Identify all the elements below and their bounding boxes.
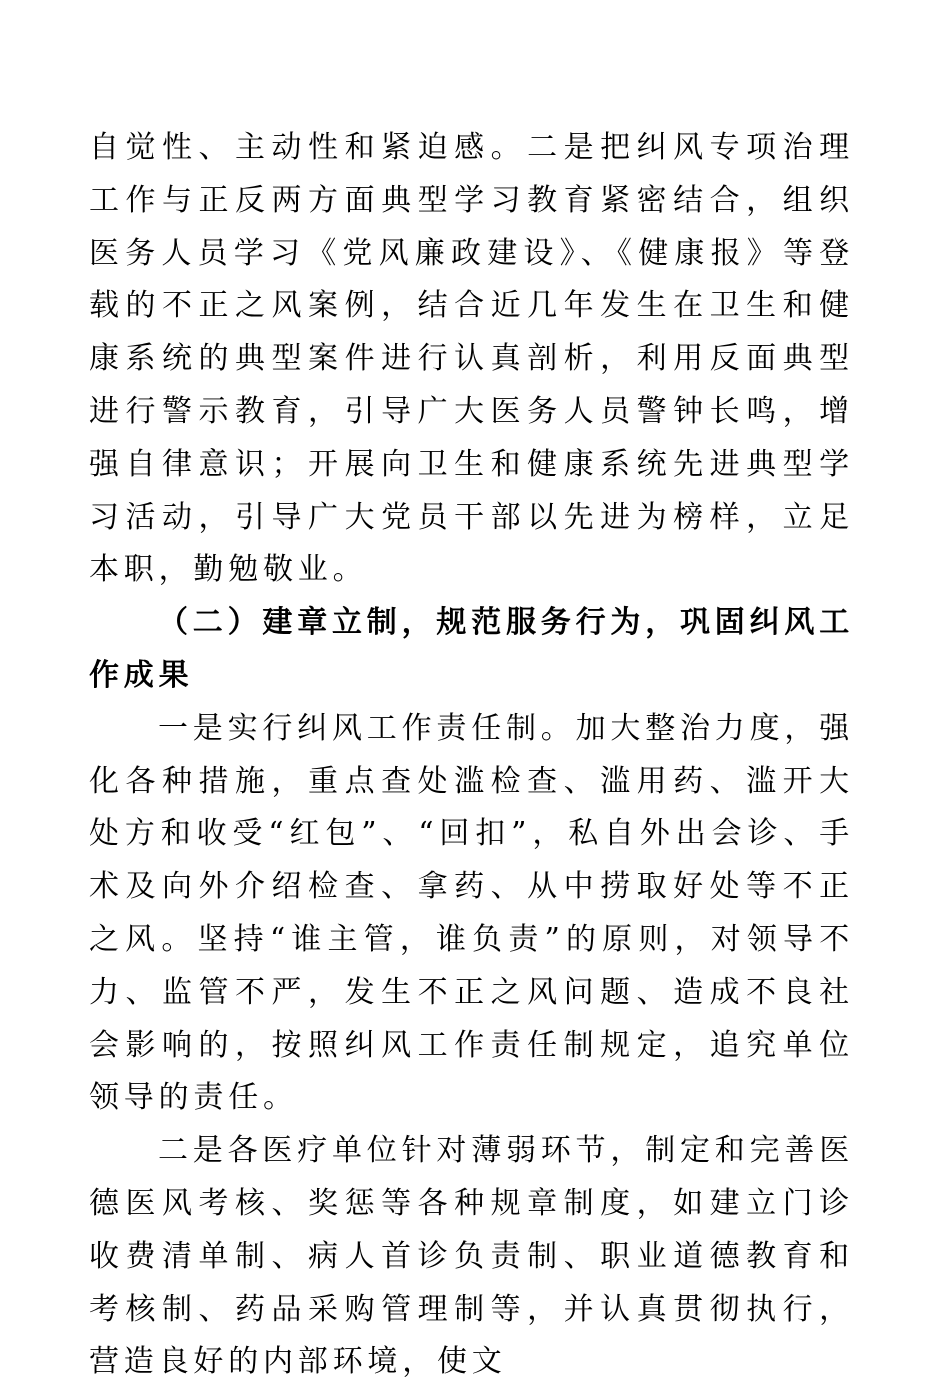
paragraph-continuation: 自觉性、主动性和紧迫感。二是把纠风专项治理工作与正反两方面典型学习教育紧密结合，组织医务人员学习《党风廉政建设》、《健康报》等登载的不正之风案例，结合近几年发生在卫生和健康系统的典型案件进行认真剖析，利用反面典型进行警示教育，引导广大医务人员警钟长鸣，增强自律意识；开展向卫生和健康系统先进典型学习活动，引导广大党员干部以先进为榜样，立足本职，勤勉敬业。 xyxy=(89,130,854,588)
section-heading: （二）建章立制，规范服务行为，巩固纠风工作成果 xyxy=(89,605,854,693)
paragraph-responsibility-system: 一是实行纠风工作责任制。加大整治力度，强化各种措施，重点查处滥检查、滥用药、滥开大处方和收受“红包”、“回扣”，私自外出会诊、手术及向外介绍检查、拿药、从中捞取好处等不正之风。坚持“谁主管，谁负责”的原则，对领导不力、监管不严，发生不正之风问题、造成不良社会影响的，按照纠风工作责任制规定，追究单位领导的责任。 xyxy=(89,710,854,1116)
document-body xyxy=(89,122,854,1389)
paragraph-regulations: 二是各医疗单位针对薄弱环节，制定和完善医德医风考核、奖惩等各种规章制度，如建立门诊收费清单制、病人首诊负责制、职业道德教育和考核制、药品采购管理制等，并认真贯彻执行，营造良好的内部环境，使文 xyxy=(89,1133,854,1380)
